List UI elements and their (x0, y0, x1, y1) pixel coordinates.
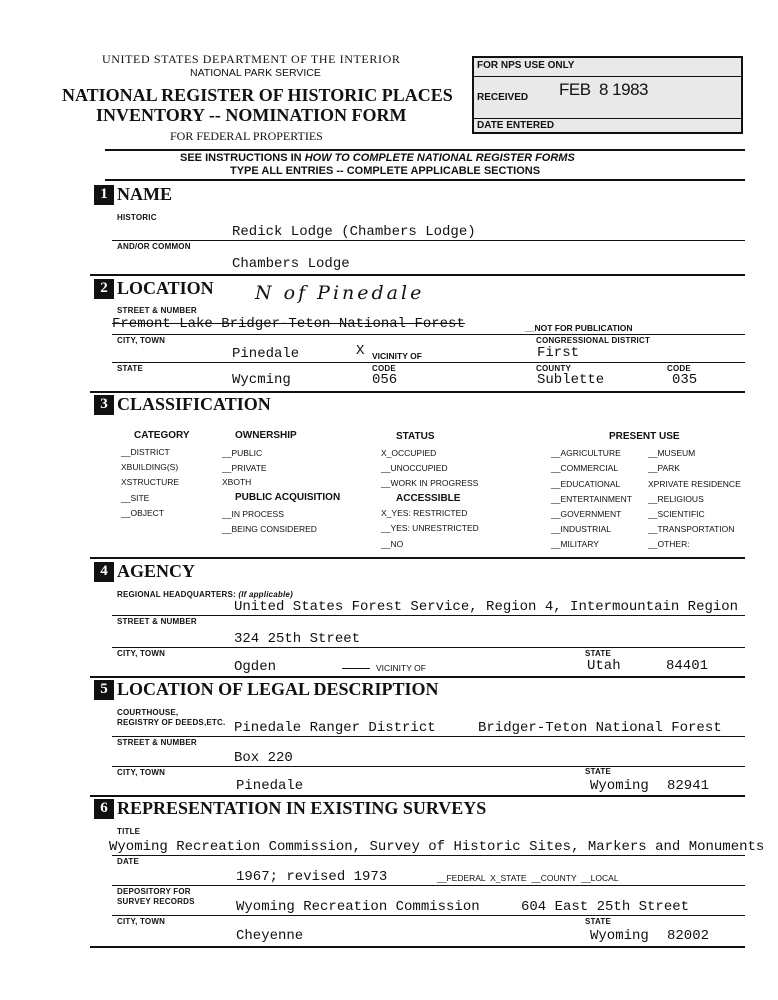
state-value: Utah (587, 658, 621, 674)
date-entered-label: DATE ENTERED (477, 120, 555, 131)
code-label: CODE (372, 364, 396, 373)
accessible-option: __NO (381, 539, 404, 549)
present-use-heading: PRESENT USE (609, 431, 680, 442)
street-value: Fremont Lake Bridger-Teton National Forest (112, 316, 465, 332)
section-number: 5 (94, 680, 114, 700)
acquisition-option: __BEING CONSIDERED (222, 524, 317, 534)
street-label: STREET & NUMBER (117, 738, 197, 747)
city-label: CITY, TOWN (117, 917, 166, 926)
regional-hq-label: REGIONAL HEADQUARTERS: (If applicable) (117, 590, 293, 599)
present-use-option: __PARK (648, 463, 680, 473)
zip-value: 84401 (666, 658, 709, 674)
vicinity-label: VICINITY OF (376, 663, 426, 673)
section-title: REPRESENTATION IN EXISTING SURVEYS (117, 798, 487, 818)
depository-address-value: 604 East 25th Street (521, 899, 690, 915)
street-value: 324 25th Street (234, 631, 361, 647)
accessible-option: __YES: UNRESTRICTED (381, 523, 479, 533)
nps-use-box (472, 56, 743, 134)
accessible-option: X_YES: RESTRICTED (381, 508, 468, 518)
section-title: LOCATION OF LEGAL DESCRIPTION (117, 679, 439, 699)
date-value: 1967; revised 1973 (236, 869, 388, 885)
section-2-header (94, 278, 214, 299)
state-label: STATE (585, 767, 612, 776)
section-1-header (94, 184, 172, 205)
section-number: 2 (94, 279, 114, 299)
courthouse-value: Pinedale Ranger District (234, 720, 436, 736)
ownership-option: __PUBLIC (222, 448, 263, 458)
form-title-line1: NATIONAL REGISTER OF HISTORIC PLACES (62, 85, 453, 105)
present-use-option: __MUSEUM (648, 448, 696, 458)
regional-hq-value: United States Forest Service, Region 4, Intermountain Region (234, 599, 739, 615)
city-label: CITY, TOWN (117, 649, 166, 658)
section-number: 4 (94, 562, 114, 582)
congressional-district-value: First (537, 345, 580, 361)
category-option: XBUILDING(S) (121, 462, 179, 472)
form-title-line2: INVENTORY -- NOMINATION FORM (96, 105, 407, 125)
city-value: Ogden (234, 659, 277, 675)
section-number: 1 (94, 185, 114, 205)
form-subtitle: FOR FEDERAL PROPERTIES (170, 129, 323, 143)
historic-name-value: Redick Lodge (Chambers Lodge) (232, 224, 476, 240)
section-3-header (94, 394, 271, 415)
accessible-heading: ACCESSIBLE (396, 493, 461, 504)
section-number: 6 (94, 799, 114, 819)
present-use-option: __OTHER: (648, 539, 690, 549)
instructions-line2: TYPE ALL ENTRIES -- COMPLETE APPLICABLE SECTIONS (230, 165, 541, 177)
congressional-district-label: CONGRESSIONAL DISTRICT (536, 336, 651, 345)
survey-records-label: SURVEY RECORDS (117, 897, 195, 906)
section-title: AGENCY (117, 561, 196, 581)
present-use-option: __INDUSTRIAL (551, 524, 611, 534)
common-name-label: AND/OR COMMON (117, 242, 191, 251)
county-value: Sublette (537, 372, 605, 388)
survey-level-options: __FEDERAL X_STATE __COUNTY __LOCAL (437, 873, 619, 883)
category-heading: CATEGORY (134, 430, 190, 441)
status-option: __WORK IN PROGRESS (381, 478, 479, 488)
state-value: Wycming (232, 372, 291, 388)
status-option: X_OCCUPIED (381, 448, 437, 458)
received-stamp: FEB 8 1983 (559, 80, 649, 99)
section-title: NAME (117, 184, 172, 204)
not-for-publication: __NOT FOR PUBLICATION (525, 323, 633, 333)
street-label: STREET & NUMBER (117, 617, 197, 626)
courthouse-label: COURTHOUSE, (117, 708, 179, 717)
common-name-value: Chambers Lodge (232, 256, 350, 272)
city-label: CITY, TOWN (117, 336, 166, 345)
city-value: Pinedale (236, 778, 304, 794)
received-label: RECEIVED (477, 92, 529, 103)
depository-value: Wyoming Recreation Commission (236, 899, 480, 915)
present-use-option: __MILITARY (551, 539, 599, 549)
present-use-option: __GOVERNMENT (551, 509, 622, 519)
category-option: XSTRUCTURE (121, 477, 180, 487)
street-label: STREET & NUMBER (117, 306, 197, 315)
depository-label: DEPOSITORY FOR (117, 887, 191, 896)
instructions-line1: SEE INSTRUCTIONS IN HOW TO COMPLETE NATIONAL REGISTER FORMS (180, 152, 575, 164)
ownership-option: XBOTH (222, 477, 252, 487)
city-value: Pinedale (232, 346, 300, 362)
present-use-option: __SCIENTIFIC (648, 509, 705, 519)
section-4-header (94, 561, 195, 582)
ownership-option: __PRIVATE (222, 463, 267, 473)
present-use-option: __ENTERTAINMENT (551, 494, 632, 504)
state-value: Wyoming (590, 928, 649, 944)
section-number: 3 (94, 395, 114, 415)
state-value: Wyoming (590, 778, 649, 794)
county-label: COUNTY (536, 364, 571, 373)
category-option: __SITE (121, 493, 150, 503)
category-option: __OBJECT (121, 508, 164, 518)
state-label: STATE (585, 649, 612, 658)
state-label: STATE (585, 917, 612, 926)
survey-title-value: Wyoming Recreation Commission, Survey of Historic Sites, Markers and Monuments (109, 839, 765, 855)
acquisition-option: __IN PROCESS (222, 509, 284, 519)
vicinity-mark: X (356, 343, 365, 359)
status-option: __UNOCCUPIED (381, 463, 448, 473)
historic-label: HISTORIC (117, 213, 157, 222)
section-6-header (94, 798, 486, 819)
vicinity-label: VICINITY OF (372, 351, 422, 361)
ownership-heading: OWNERSHIP (235, 430, 297, 441)
courthouse-value-2: Bridger-Teton National Forest (478, 720, 722, 736)
survey-title-label: TITLE (117, 827, 141, 836)
present-use-option: __COMMERCIAL (551, 463, 619, 473)
present-use-option: __RELIGIOUS (648, 494, 704, 504)
present-use-option: __EDUCATIONAL (551, 479, 621, 489)
nps-use-only-label: FOR NPS USE ONLY (477, 60, 575, 71)
zip-value: 82941 (667, 778, 710, 794)
handwritten-annotation: N of Pinedale (255, 282, 425, 304)
present-use-option: __TRANSPORTATION (648, 524, 735, 534)
city-value: Cheyenne (236, 928, 304, 944)
section-5-header (94, 679, 439, 700)
status-heading: STATUS (396, 431, 435, 442)
code2-label: CODE (667, 364, 691, 373)
category-option: __DISTRICT (121, 447, 170, 457)
zip-value: 82002 (667, 928, 710, 944)
code2-value: 035 (672, 372, 698, 388)
service-name: NATIONAL PARK SERVICE (190, 67, 321, 79)
code-value: 056 (372, 372, 398, 388)
registry-label: REGISTRY OF DEEDS,ETC. (117, 718, 226, 727)
date-label: DATE (117, 857, 139, 866)
department-name: UNITED STATES DEPARTMENT OF THE INTERIOR (102, 52, 401, 66)
present-use-option: __AGRICULTURE (551, 448, 621, 458)
section-title: CLASSIFICATION (117, 394, 271, 414)
public-acquisition-heading: PUBLIC ACQUISITION (235, 492, 341, 503)
section-title: LOCATION (117, 278, 214, 298)
city-label: CITY, TOWN (117, 768, 166, 777)
present-use-option: XPRIVATE RESIDENCE (648, 479, 741, 489)
state-label: STATE (117, 364, 144, 373)
street-value: Box 220 (234, 750, 293, 766)
